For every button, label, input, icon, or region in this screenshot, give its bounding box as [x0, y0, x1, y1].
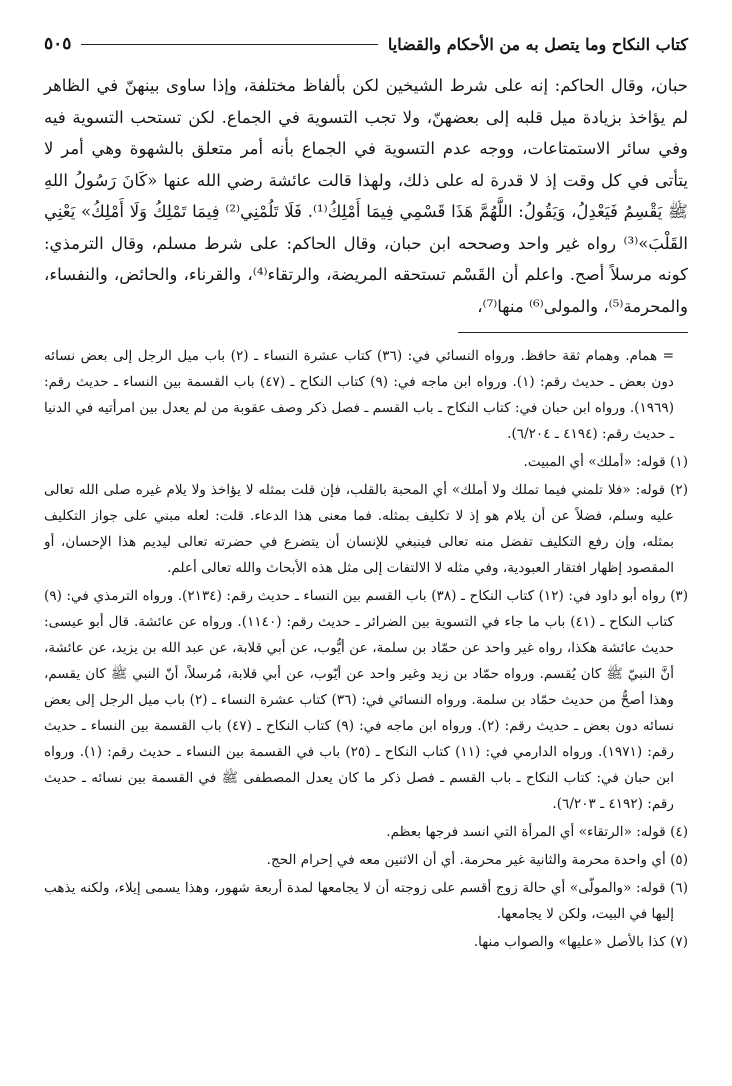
footnote-1: (١) قوله: «أملك» أي المبيت. — [523, 454, 688, 470]
footnote-4: (٤) قوله: «الرتقاء» أي المرأة التي انسد فرجها بعظم. — [386, 824, 688, 840]
main-text — [44, 70, 688, 322]
book-page — [44, 24, 688, 957]
footnote-continuation: = همام. وهمام ثقة حافظ. ورواه النسائي في: (٣٦) كتاب عشرة النساء ـ (٢) باب ميل الرجل إلى بعض نسائه دون بعض ـ حديث رقم: (١). ورواه ابن ماجه في: (٩) كتاب النكاح ـ (٤٧) باب القسمة بين النساء ـ حديث رقم: (١٩٦٩). ورواه ابن حبان في: كتاب النكاح ـ باب القسم ـ فصل ذكر وصف عقوبة من لم يعدل بين امرأتيه في الدنيا ـ حديث رقم: (٤١٩٤ ـ ٦/٢٠٤). — [44, 348, 674, 442]
footnote-5: (٥) أي واحدة محرمة والثانية غير محرمة. أي أن الاثنين معه في إحرام الحج. — [266, 852, 688, 868]
page-number: ٥٠٥ — [44, 34, 72, 54]
main-paragraph: حبان، وقال الحاكم: إنه على شرط الشيخين لكن بألفاظ مختلفة، وإذا ساوى بينهنّ في الظاهر لم يؤاخذ بزيادة ميل قلبه إلى بعضهنّ، ولا تجب التسوية في الجماع. لكن تستحب التسوية فيه وفي سائر الاستمتاعات، ووجه عدم التسوية في الجماع بأنه أمر متعلق بالشهوة وهي أمر لا يتأتى في كل وقت إذ لا قدرة له على ذلك، ولهذا قالت عائشة رضي الله عنها «كَانَ رَسُولُ اللهِ ﷺ يَقْسِمُ فَيَعْدِلُ، وَيَقُولُ: اللَّهُمَّ هَذَا قَسْمِي فِيمَا أَمْلِكُ⁽¹⁾. فَلَا تَلُمْنِي⁽²⁾ فِيمَا تَمْلِكُ وَلَا أَمْلِكُ» يَعْنِي القَلْبَ»⁽³⁾ رواه غير واحد وصححه ابن حبان، وقال الحاكم: على شرط مسلم، وقال الترمذي: كونه مرسلاً أصح. واعلم أن القَسْم تستحقه المريضة، والرتقاء⁽⁴⁾، والقرناء، والحائض، والنفساء، والمحرمة⁽⁵⁾، والمولى⁽⁶⁾ منها⁽⁷⁾، — [44, 76, 688, 316]
header-rule — [81, 44, 378, 45]
footnote-divider — [458, 332, 688, 333]
running-title: كتاب النكاح وما يتصل به من الأحكام والقضايا — [387, 34, 688, 54]
footnote-3: (٣) رواه أبو داود في: (١٢) كتاب النكاح ـ (٣٨) باب القسم بين النساء ـ حديث رقم: (٢١٣٤). ورواه الترمذي في: (٩) كتاب النكاح ـ (٤١) باب ما جاء في التسوية بين الضرائر ـ حديث رقم: (١١٤٠). ورواه عن عائشة. قال أبو عيسى: حديث عائشة هكذا، رواه غير واحد عن حمّاد بن سلمة، عن أيُّوب، عن أبي قلابة، عن عبد الله بن يزيد، عن عائشة، أنَّ النبيّ ﷺ كان يُقسم. ورواه حمّاد بن زيد وغير واحد عن أيّوب، عن أبي قلابة، مُرسلاً، أنّ النبي ﷺ كان يقسم، وهذا أصحُّ من حديث حمّاد بن سلمة. ورواه النسائي في: (٣٦) كتاب عشرة النساء ـ (٢) باب ميل الرجل إلى بعض نسائه دون بعض ـ حديث رقم: (٢). ورواه ابن ماجه في: (٩) كتاب النكاح ـ (٤٧) باب القسمة بين النساء ـ حديث رقم: (١٩٧١). ورواه الدارمي في: (١١) كتاب النكاح ـ (٢٥) باب في القسمة بين النساء ـ حديث رقم: (١). ورواه ابن حبان في: كتاب النكاح ـ باب القسم ـ فصل ذكر ما كان يعدل المصطفى ﷺ في القسمة بين نسائه ـ حديث رقم: (٤١٩٢ ـ ٦/٢٠٣). — [44, 588, 688, 812]
footnote-6: (٦) قوله: «والمولّى» أي حالة زوج أقسم على زوجته أن لا يجامعها لمدة أربعة شهور، وهذا يسمى إيلاء، ولكنه يذهب إليها في البيت، ولكن لا يجامعها. — [44, 880, 688, 922]
footnotes — [44, 343, 688, 955]
footnote-7: (٧) كذا بالأصل «عليها» والصواب منها. — [473, 934, 688, 950]
footnote-2: (٢) قوله: «فلا تلمني فيما تملك ولا أملك» أي المحبة بالقلب، فإن قلت بمثله لا يؤاخذ ولا يلام غيره صلى الله تعالى عليه وسلم، فضلاً عن أن يلام هو إذ لا تكليف بمثله. فما معنى هذا الدعاء. قلت: لعله مبني على جواز التكليف بمثله، وإن رفع التكليف تفضل منه تعالى فينبغي للإنسان أن يتضرع في حضرته تعالى ليديم هذا الإحسان، أو المقصود إظهار افتقار العبودية، وفي مثله لا الالتفات إلى مثل هذه الأبحاث والله تعالى أعلم. — [44, 482, 688, 576]
page-header — [44, 24, 688, 64]
